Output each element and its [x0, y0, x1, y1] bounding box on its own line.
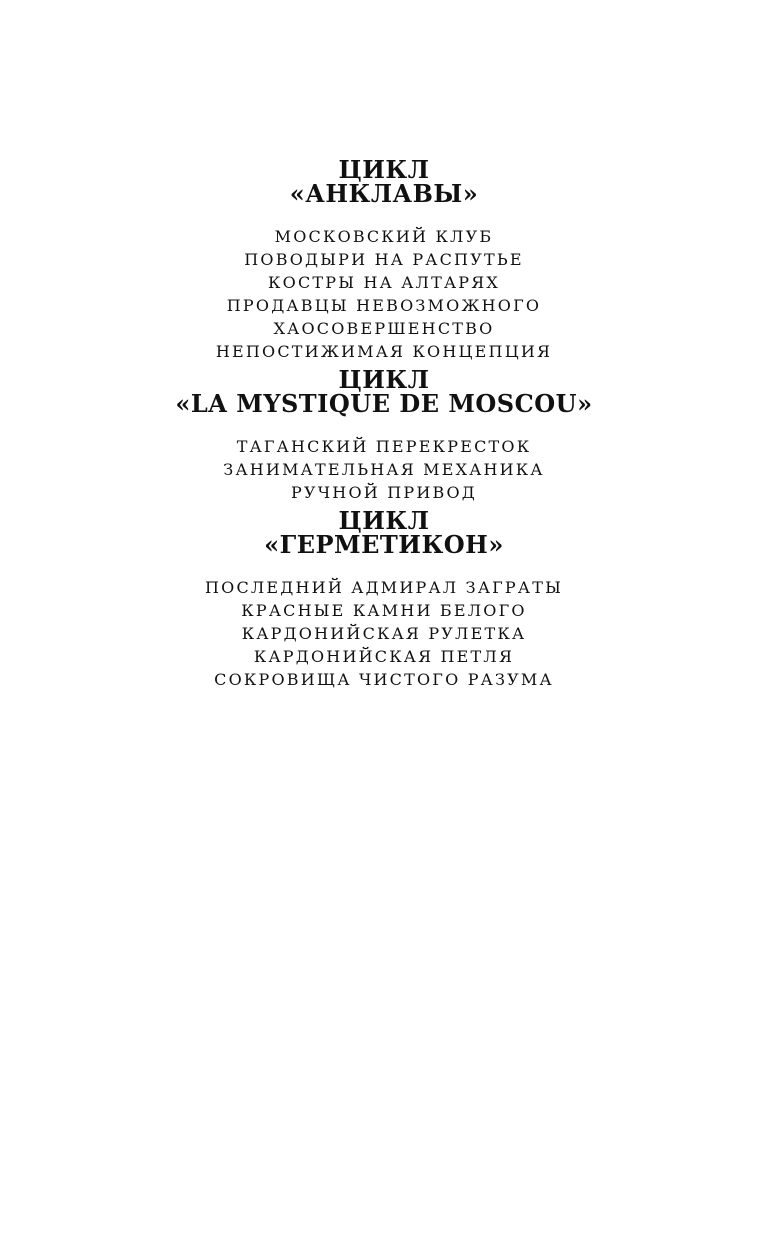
book-title: ХАОСОВЕРШЕНСТВО [273, 319, 495, 338]
book-title: ТАГАНСКИЙ ПЕРЕКРЕСТОК [236, 437, 532, 456]
book-title: КОСТРЫ НА АЛТАРЯХ [268, 273, 500, 292]
book-title: МОСКОВСКИЙ КЛУБ [274, 227, 494, 246]
cycle-label: ЦИКЛ [338, 155, 430, 184]
cycle-label: ЦИКЛ [338, 365, 430, 394]
cycle-title: «АНКЛАВЫ» [289, 179, 479, 208]
cycle-heading [0, 365, 768, 418]
book-title: СОКРОВИЩА ЧИСТОГО РАЗУМА [214, 670, 554, 689]
cycle-la-mystique-de-moscou [0, 365, 768, 504]
book-title: ПОСЛЕДНИЙ АДМИРАЛ ЗАГРАТЫ [204, 578, 564, 597]
cycle-heading [0, 506, 768, 559]
cycle-heading [0, 155, 768, 208]
cycle-title: «ГЕРМЕТИКОН» [264, 530, 504, 559]
book-title: КАРДОНИЙСКАЯ ПЕТЛЯ [253, 647, 515, 666]
book-title: КРАСНЫЕ КАМНИ БЕЛОГО [241, 601, 527, 620]
cycle-title: «LA MYSTIQUE DE MOSCOU» [175, 389, 593, 418]
book-title: НЕПОСТИЖИМАЯ КОНЦЕПЦИЯ [215, 342, 553, 361]
book-title: КАРДОНИЙСКАЯ РУЛЕТКА [241, 624, 527, 643]
book-title: РУЧНОЙ ПРИВОД [291, 483, 477, 502]
book-title: ЗАНИМАТЕЛЬНАЯ МЕХАНИКА [223, 460, 545, 479]
cycle-label: ЦИКЛ [338, 506, 430, 535]
book-title: ПОВОДЫРИ НА РАСПУТЬЕ [244, 250, 524, 269]
book-list [0, 225, 768, 363]
book-list [0, 576, 768, 691]
cycle-germetikon [0, 506, 768, 691]
book-list [0, 435, 768, 504]
cycle-anklavy [0, 155, 768, 363]
book-title: ПРОДАВЦЫ НЕВОЗМОЖНОГО [226, 296, 542, 315]
